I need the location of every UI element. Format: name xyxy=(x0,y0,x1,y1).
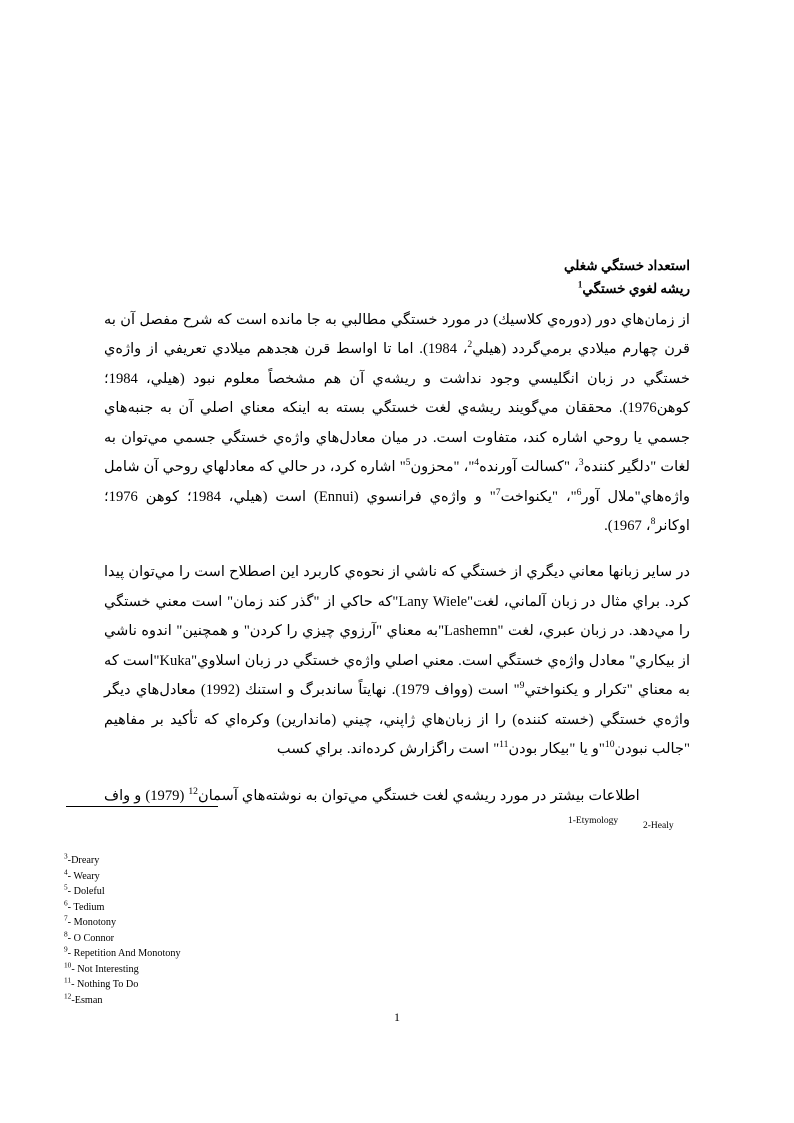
footnote-number: 8 xyxy=(64,929,68,939)
footnote-marker-6: 6 xyxy=(576,486,582,498)
footnote-separator-rule xyxy=(66,806,218,807)
footnote-marker-12: 12 xyxy=(188,785,198,797)
footnote-label: - O Connor xyxy=(67,932,115,944)
footnote-item xyxy=(64,977,464,993)
footnote-label: - Nothing To Do xyxy=(71,979,139,990)
footnote-item xyxy=(64,884,464,900)
footnote-label: - Repetition And Monotony xyxy=(67,948,181,959)
footnote-label: - Weary xyxy=(67,870,100,882)
footnote-marker-10: 10 xyxy=(604,739,615,751)
footnote-marker-8: 8 xyxy=(650,516,656,528)
footnote-marker-7: 7 xyxy=(495,486,501,498)
footnote-label: - Doleful xyxy=(67,886,105,897)
footnote-number: 6 xyxy=(64,898,68,908)
footnote-marker-3: 3 xyxy=(578,457,584,469)
footnote-item xyxy=(64,931,464,947)
footnote-marker-5: 5 xyxy=(405,457,411,469)
footnote-label: -Dreary xyxy=(67,855,100,866)
footnote-label: -Esman xyxy=(71,994,103,1006)
footnote-item xyxy=(64,900,464,916)
page-number: 1 xyxy=(394,1010,400,1024)
latin-term: Ennui xyxy=(318,488,354,505)
footnote-label: - Tedium xyxy=(67,901,105,913)
footnote-inline-1: 1-Etymology xyxy=(568,816,619,826)
page-title: استعداد خستگي شغلي xyxy=(564,258,690,273)
section-subtitle xyxy=(104,278,690,300)
footnote-inline-2: 2-Healy xyxy=(643,821,674,831)
paragraph-2: در ساير زبانها معاني ديگري از خستگي كه ناشي از نحوه‌ي كاربرد اين اصطلاح است را مي‌توان پيدا كرد. براي مثال در زبان آلماني، لغت"Lany Wiele"كه حاكي از "گذر كند زمان" است معني خستگي را مي‌دهد. در زبان عبري، لغت "Lashemn"به معناي "آرزوي چيزي را كردن" و همچنين" اندوه ناشي از بيكاري" معادل واژه‌ي خستگي است. معني اصلي واژه‌ي خستگي در زبان اسلاوي"Kuka"است كه به معناي "تكرار و يكنواختي$^9$" است (وواف 1979). نهايتاً ساندبرگ و استنك (1992) معادل‌هاي ديگر واژه‌ي خستگي (خسته كننده) را از زبان‌هاي ژاپني، چيني (ماندارين) وكره‌اي كه تأكيد بر مفاهيم "جالب نبودن$^{10}$"و يا "بيكار بودن$^{11}$" است راگزارش كرده‌اند. براي كسب xyxy=(104,564,691,758)
footnote-number: 4 xyxy=(64,867,68,877)
footnote-item xyxy=(64,869,464,885)
footnote-label: - Not Interesting xyxy=(71,963,139,975)
footnote-marker-2: 2 xyxy=(467,339,473,351)
latin-term: Lany Wiele xyxy=(398,593,468,610)
footnote-item xyxy=(64,993,464,1009)
section-subtitle-text: ريشه لغوي خستگي xyxy=(582,280,690,296)
footnote-marker-9: 9 xyxy=(519,680,525,692)
footnote-number: 5 xyxy=(64,882,68,892)
footnote-item xyxy=(64,915,464,931)
footnote-number: 7 xyxy=(64,913,68,923)
paragraph-3: اطلاعات بيشتر در مورد ريشه‌ي لغت خستگي مي‌توان به نوشته‌هاي آسمان$^{12}$ (1979) و واف xyxy=(104,785,640,804)
footnote-number: 3 xyxy=(64,851,68,861)
latin-term: Kuka xyxy=(159,652,192,669)
footnote-number: 11 xyxy=(64,975,72,985)
footnote-number: 10 xyxy=(64,960,72,970)
footnote-marker-11: 11 xyxy=(499,739,509,751)
footnote-item xyxy=(64,962,464,978)
footnote-number: 12 xyxy=(64,991,72,1001)
footnote-label: - Monotony xyxy=(67,917,117,928)
footnote-number: 9 xyxy=(64,944,68,954)
footnote-marker-1: 1 xyxy=(577,279,583,290)
document-body xyxy=(104,255,690,811)
footnote-item xyxy=(64,853,464,869)
footnote-item xyxy=(64,946,464,962)
paragraph-1: از زمان‌هاي دور (دوره‌ي كلاسيك) در مورد خستگي مطالبي به جا مانده است كه شرح مفصل آن به قرن چهارم ميلادي برمي‌گردد (هيلي$^2$، 1984). اما تا اواسط قرن هجدهم ميلادي تعريفي از واژه‌ي خستگي در زبان انگليسي وجود نداشت و ريشه‌ي آن هم مشخصاً معلوم نبود (هيلي، 1984؛كوهن1976). محققان مي‌گويند ريشه‌ي لغت خستگي بسته به اينكه معناي اصلي آن به جنبه‌هاي جسمي يا روحي اشاره كند، متفاوت است. در ميان معادل‌هاي واژه‌ي خستگي جسمي مي‌توان به لغات "دلگير كننده$^3$، "كسالت آورنده$^4$"، "محزون$^5$" اشاره كرد، در حالي كه معادلهاي روحي آن شامل واژه‌هاي"ملال آور$^6$"، "يكنواخت$^7$" و واژه‌ي فرانسوي (Ennui) است (هيلي، 1984؛ كوهن 1976؛ اوكانر$^8$، 1967). xyxy=(104,311,691,534)
latin-term: Lashemn xyxy=(444,623,498,640)
footnote-list xyxy=(64,853,464,1008)
footnote-marker-4: 4 xyxy=(474,457,480,469)
